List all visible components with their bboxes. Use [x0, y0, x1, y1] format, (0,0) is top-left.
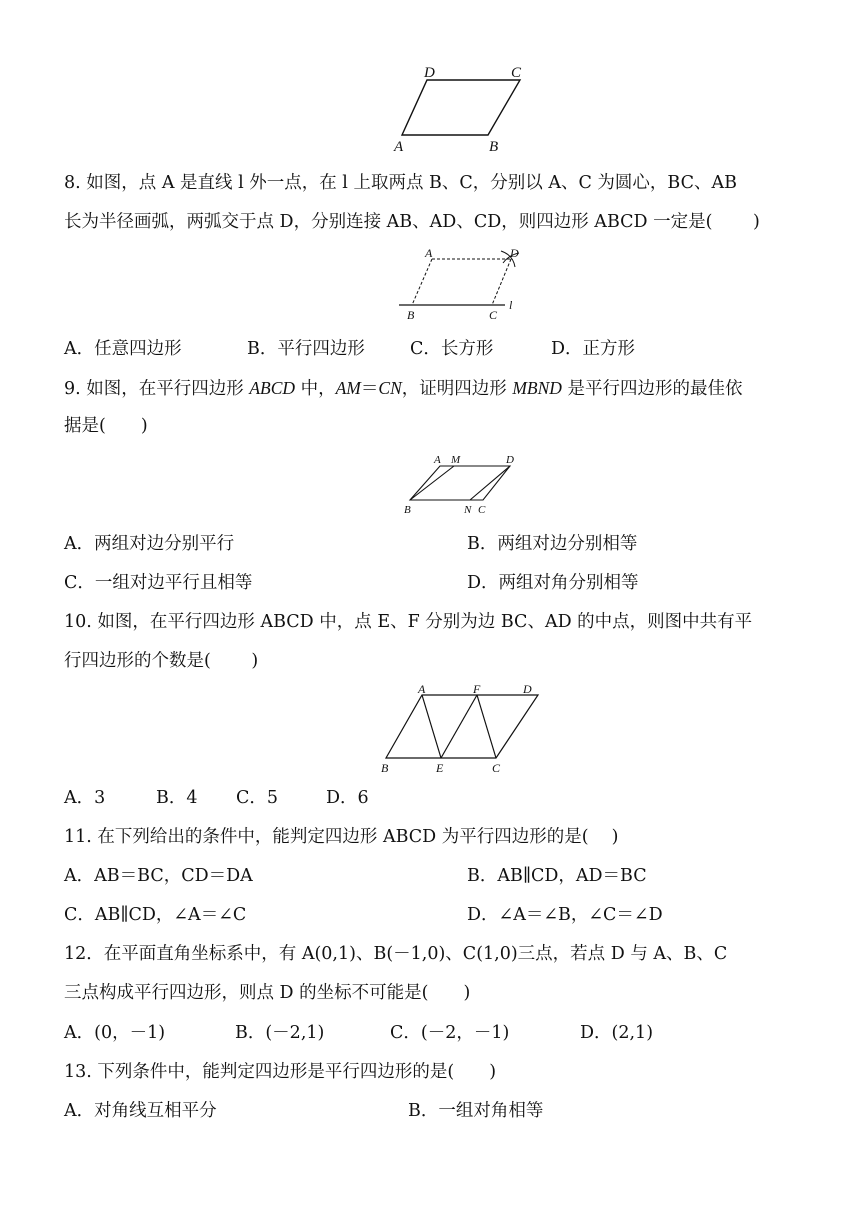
label-a: A — [434, 454, 441, 466]
figure-q10 — [378, 680, 548, 776]
q8-line1: 8. 如图，点 A 是直线 l 外一点，在 l 上取两点 B、C，分别以 A、C 为圆心，BC、AB — [64, 173, 738, 193]
label-c: C — [478, 504, 486, 516]
q12-option-b: B．(－2,1) — [235, 1023, 325, 1043]
parallelogram-abcd — [402, 80, 520, 135]
label-a: A — [418, 682, 426, 696]
q8-option-d: D．正方形 — [551, 339, 636, 359]
q13-option-a: A．对角线互相平分 — [64, 1101, 217, 1121]
label-b: B — [404, 504, 411, 516]
q9-text-abcd: ABCD — [249, 378, 296, 398]
q10-option-d: D．6 — [326, 788, 369, 808]
q9-line1 — [64, 376, 742, 401]
label-a: A — [425, 246, 433, 260]
label-n: N — [464, 504, 472, 516]
label-d: D — [424, 65, 435, 81]
segment-bm — [410, 466, 454, 500]
label-b: B — [381, 761, 389, 775]
q10-option-b: B．4 — [156, 788, 198, 808]
q10-option-a: A．3 — [64, 788, 106, 808]
q9-text-am: AM — [335, 378, 361, 398]
q9-text-i: 是平行四边形的最佳依 — [561, 379, 743, 399]
q10-option-c: C．5 — [236, 788, 279, 808]
segment-ae — [422, 695, 441, 758]
q9-text-g: ，证明四边形 — [401, 379, 513, 399]
label-b: B — [489, 139, 499, 155]
segment-ef — [441, 695, 477, 758]
q10-line1: 10. 如图，在平行四边形 ABCD 中，点 E、F 分别为边 BC、AD 的中点，则图中共有平 — [64, 612, 753, 632]
q9-option-c: C．一组对边平行且相等 — [64, 573, 253, 593]
figure-q8 — [393, 245, 523, 323]
q12-line1: 12．在平面直角坐标系中，有 A(0,1)、B(－1,0)、C(1,0)三点，若点 D 与 A、B、C — [64, 944, 728, 964]
label-m: M — [451, 454, 461, 466]
segment-nd — [470, 466, 510, 500]
q13-line1: 13. 下列条件中，能判定四边形是平行四边形的是( ) — [64, 1062, 497, 1082]
q13-option-b: B．一组对角相等 — [408, 1101, 544, 1121]
q8-option-b: B．平行四边形 — [247, 339, 365, 359]
q11-option-a: A．AB＝BC，CD＝DA — [64, 866, 253, 886]
label-l: l — [509, 298, 513, 312]
q8-option-a: A．任意四边形 — [64, 339, 182, 359]
q9-text-cn: CN — [378, 378, 402, 398]
q12-option-a: A．(0，－1) — [64, 1023, 166, 1043]
label-b: B — [407, 308, 415, 322]
q12-option-c: C．(－2，－1) — [390, 1023, 510, 1043]
q8-line2: 长为半径画弧，两弧交于点 D，分别连接 AB、AD、CD，则四边形 ABCD 一定是( ) — [64, 212, 760, 232]
q9-option-b: B．两组对边分别相等 — [467, 534, 638, 554]
label-c: C — [511, 65, 522, 81]
q9-text-mbnd: MBND — [512, 378, 562, 398]
q8-option-c: C．长方形 — [410, 339, 494, 359]
q11-option-d: D．∠A＝∠B，∠C＝∠D — [467, 905, 663, 925]
q9-line2: 据是( ) — [64, 416, 148, 436]
q11-line1: 11. 在下列给出的条件中，能判定四边形 ABCD 为平行四边形的是( ) — [64, 827, 619, 847]
label-d: D — [523, 682, 532, 696]
q9-option-a: A．两组对边分别平行 — [64, 534, 235, 554]
label-d: D — [510, 246, 519, 260]
q9-text-c: 中， — [295, 379, 336, 399]
q9-option-d: D．两组对角分别相等 — [467, 573, 639, 593]
segment-fc — [477, 695, 496, 758]
label-f: F — [473, 682, 481, 696]
q10-line2: 行四边形的个数是( ) — [64, 651, 259, 671]
label-c: C — [489, 308, 498, 322]
label-a: A — [394, 139, 404, 155]
segment-ab — [412, 259, 432, 305]
q9-text-eq: ＝ — [360, 379, 379, 399]
figure-parallelogram-top — [390, 58, 540, 158]
parallelogram-abcd — [386, 695, 538, 758]
label-e: E — [436, 761, 444, 775]
q9-text-a: 9. 如图，在平行四边形 — [64, 379, 250, 399]
parallelogram-abcd — [410, 466, 510, 500]
q11-option-c: C．AB∥CD，∠A＝∠C — [64, 905, 247, 925]
q12-line2: 三点构成平行四边形，则点 D 的坐标不可能是( ) — [64, 983, 471, 1003]
label-d: D — [506, 454, 514, 466]
figure-q9 — [398, 450, 528, 518]
q12-option-d: D．(2,1) — [580, 1023, 654, 1043]
q11-option-b: B．AB∥CD，AD＝BC — [467, 866, 647, 886]
label-c: C — [492, 761, 501, 775]
